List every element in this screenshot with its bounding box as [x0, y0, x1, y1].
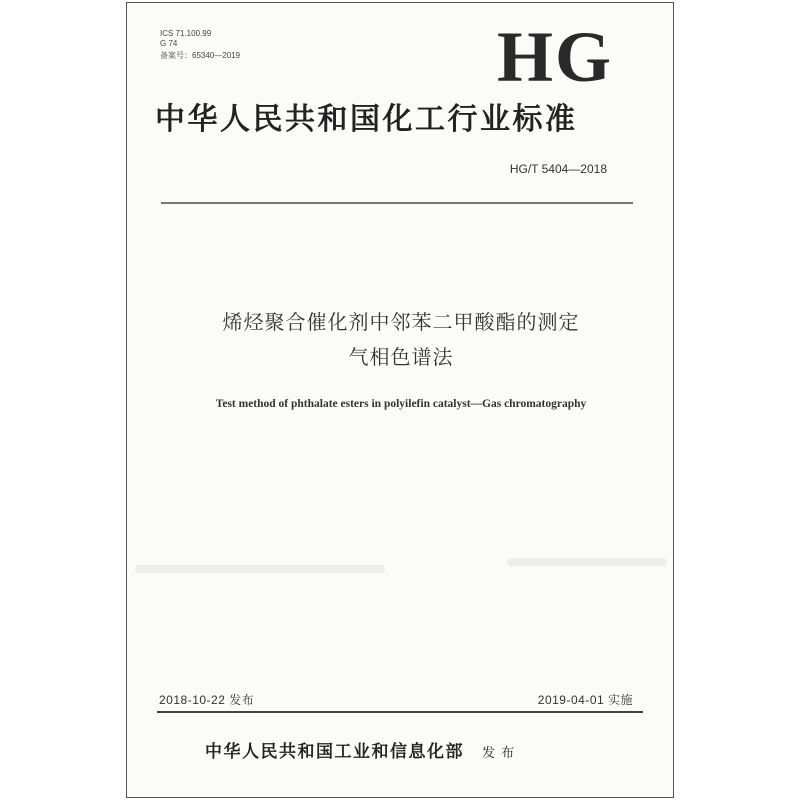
bottom-divider: [157, 711, 643, 713]
print-smudge: [135, 565, 385, 573]
implementation-date: 2019-04-01 实施: [537, 693, 633, 707]
top-divider: [161, 202, 633, 204]
document-title-cn-line2: 气相色谱法: [348, 345, 454, 369]
standard-category-title: 中华人民共和国化工行业标准: [155, 102, 578, 137]
document-title-cn-line1: 烯烃聚合催化剂中邻苯二甲酸酯的测定: [222, 310, 580, 334]
standard-cover: [126, 2, 674, 798]
ics-code: ICS 71.100.99: [160, 29, 212, 38]
issue-date: 2018-10-22 发布: [159, 693, 255, 707]
document-title-en: Test method of phthalate esters in polyilefin catalyst—Gas chromatography: [215, 398, 587, 410]
publisher-line: [205, 737, 515, 762]
hg-logo: HG: [496, 17, 613, 97]
ccs-code: G 74: [160, 39, 178, 48]
print-smudge: [507, 558, 667, 566]
standard-number: HG/T 5404—2018: [509, 162, 607, 176]
publisher-name: 中华人民共和国工业和信息化部: [205, 742, 464, 762]
record-number: 备案号：65340—2019: [160, 51, 241, 60]
publisher-action: 发 布: [482, 746, 516, 761]
